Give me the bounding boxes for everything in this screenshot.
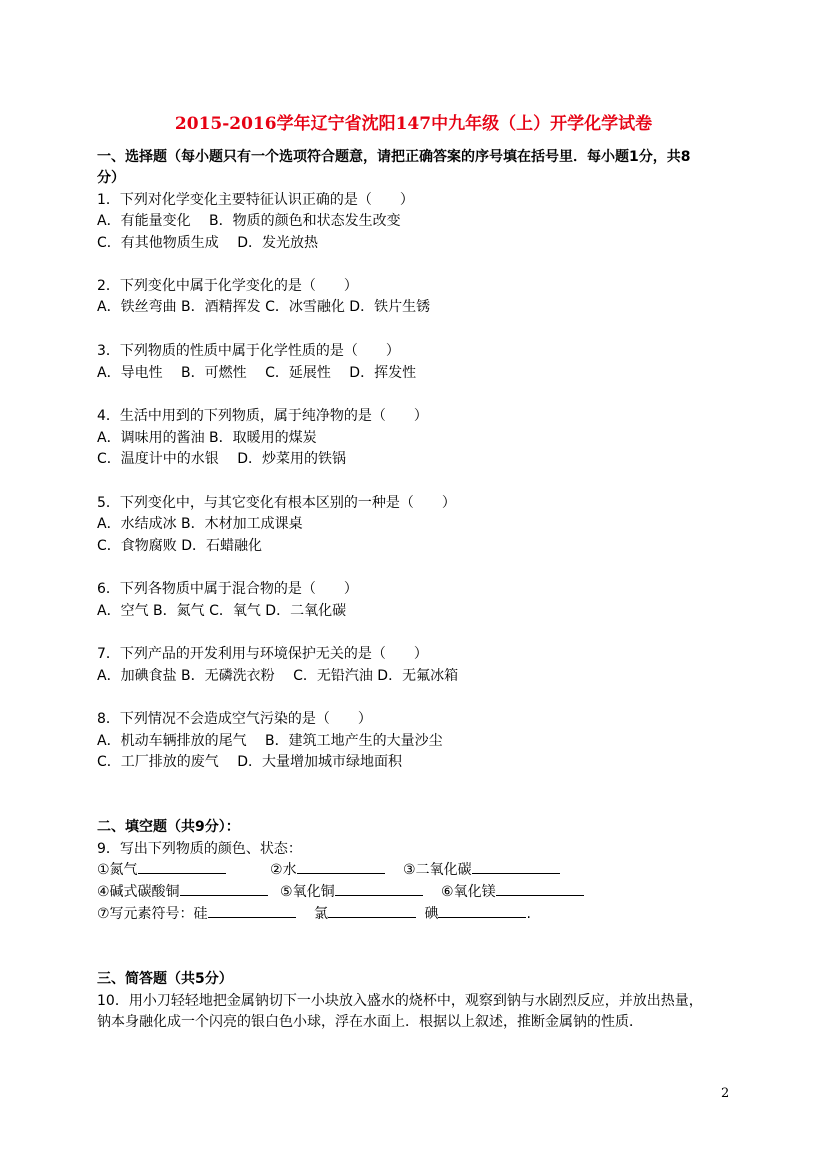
fill-label-copper-oxide: ⑤氧化铜	[280, 884, 335, 900]
fill-label-iodine: 碘	[424, 906, 439, 922]
question-2-option-line-1: A．铁丝弯曲 B．酒精挥发 C．冰雪融化 D．铁片生锈	[97, 299, 431, 315]
question-10-line-1: 10．用小刀轻轻地把金属钠切下一小块放入盛水的烧杯中，观察到钠与水剧烈反应，并放出热量，	[97, 993, 703, 1009]
answer-blank[interactable]	[328, 904, 416, 918]
question-4-stem: 4．生活中用到的下列物质，属于纯净物的是（ ）	[97, 408, 428, 424]
fill-label-magnesium-oxide: ⑥氧化镁	[441, 884, 496, 900]
question-7-option-line-1: A．加碘食盐 B．无磷洗衣粉 C．无铅汽油 D．无氟冰箱	[97, 668, 459, 684]
row-end-period: .	[526, 906, 531, 922]
section1-heading-line1: 一、选择题（每小题只有一个选项符合题意，请把正确答案的序号填在括号里．每小题1分，共8	[97, 149, 691, 165]
fill-label-element-symbols: ⑦写元素符号：硅	[97, 906, 208, 922]
section3-heading: 三、简答题（共5分）	[97, 971, 233, 987]
question-3-stem: 3．下列物质的性质中属于化学性质的是（ ）	[97, 343, 400, 359]
question-6-option-line-1: A．空气 B．氮气 C．氧气 D．二氧化碳	[97, 603, 347, 619]
question-2-stem: 2．下列变化中属于化学变化的是（ ）	[97, 278, 358, 294]
question-8-option-line-1: A．机动车辆排放的尾气 B．建筑工地产生的大量沙尘	[97, 733, 443, 749]
fill-label-water: ②水	[270, 862, 297, 878]
question-10-line-2: 钠本身融化成一个闪亮的银白色小球，浮在水面上．根据以上叙述，推断金属钠的性质．	[97, 1014, 643, 1030]
question-1-option-line-2: C．有其他物质生成 D．发光放热	[97, 235, 319, 251]
answer-blank[interactable]	[335, 882, 423, 896]
question-5-stem: 5．下列变化中，与其它变化有根本区别的一种是（ ）	[97, 495, 456, 511]
question-7-stem: 7．下列产品的开发利用与环境保护无关的是（ ）	[97, 646, 428, 662]
question-1-stem: 1．下列对化学变化主要特征认识正确的是（ ）	[97, 192, 414, 208]
answer-blank[interactable]	[138, 860, 226, 874]
exam-title: 2015-2016学年辽宁省沈阳147中九年级（上）开学化学试卷	[174, 114, 653, 134]
fill-label-chlorine: 氯	[314, 906, 329, 922]
fill-label-basic-copper-carbonate: ④碱式碳酸铜	[97, 884, 180, 900]
question-9-row-1	[97, 859, 560, 879]
question-5-option-line-2: C．食物腐败 D．石蜡融化	[97, 538, 263, 554]
fill-label-carbon-dioxide: ③二氧化碳	[403, 862, 472, 878]
question-8-stem: 8．下列情况不会造成空气污染的是（ ）	[97, 711, 372, 727]
question-5-option-line-1: A．水结成冰 B．木材加工成课桌	[97, 516, 303, 532]
question-4-option-line-2: C．温度计中的水银 D．炒菜用的铁锅	[97, 451, 347, 467]
section2-heading: 二、填空题（共9分）：	[97, 819, 240, 835]
answer-blank[interactable]	[297, 860, 385, 874]
answer-blank[interactable]	[208, 904, 296, 918]
answer-blank[interactable]	[472, 860, 560, 874]
page-number: 2	[721, 1086, 730, 1101]
question-9-row-3	[97, 903, 531, 923]
question-9-row-2	[97, 881, 584, 901]
answer-blank[interactable]	[496, 882, 584, 896]
answer-blank[interactable]	[438, 904, 526, 918]
fill-label-nitrogen: ①氮气	[97, 862, 138, 878]
question-9-stem: 9．写出下列物质的颜色、状态：	[97, 841, 302, 857]
question-4-option-line-1: A．调味用的酱油 B．取暖用的煤炭	[97, 430, 317, 446]
question-6-stem: 6．下列各物质中属于混合物的是（ ）	[97, 581, 358, 597]
question-1-option-line-1: A．有能量变化 B．物质的颜色和状态发生改变	[97, 213, 401, 229]
answer-blank[interactable]	[180, 882, 268, 896]
section1-heading-line2: 分）	[97, 170, 125, 186]
question-3-option-line-1: A．导电性 B．可燃性 C．延展性 D．挥发性	[97, 365, 417, 381]
question-8-option-line-2: C．工厂排放的废气 D．大量增加城市绿地面积	[97, 754, 403, 770]
